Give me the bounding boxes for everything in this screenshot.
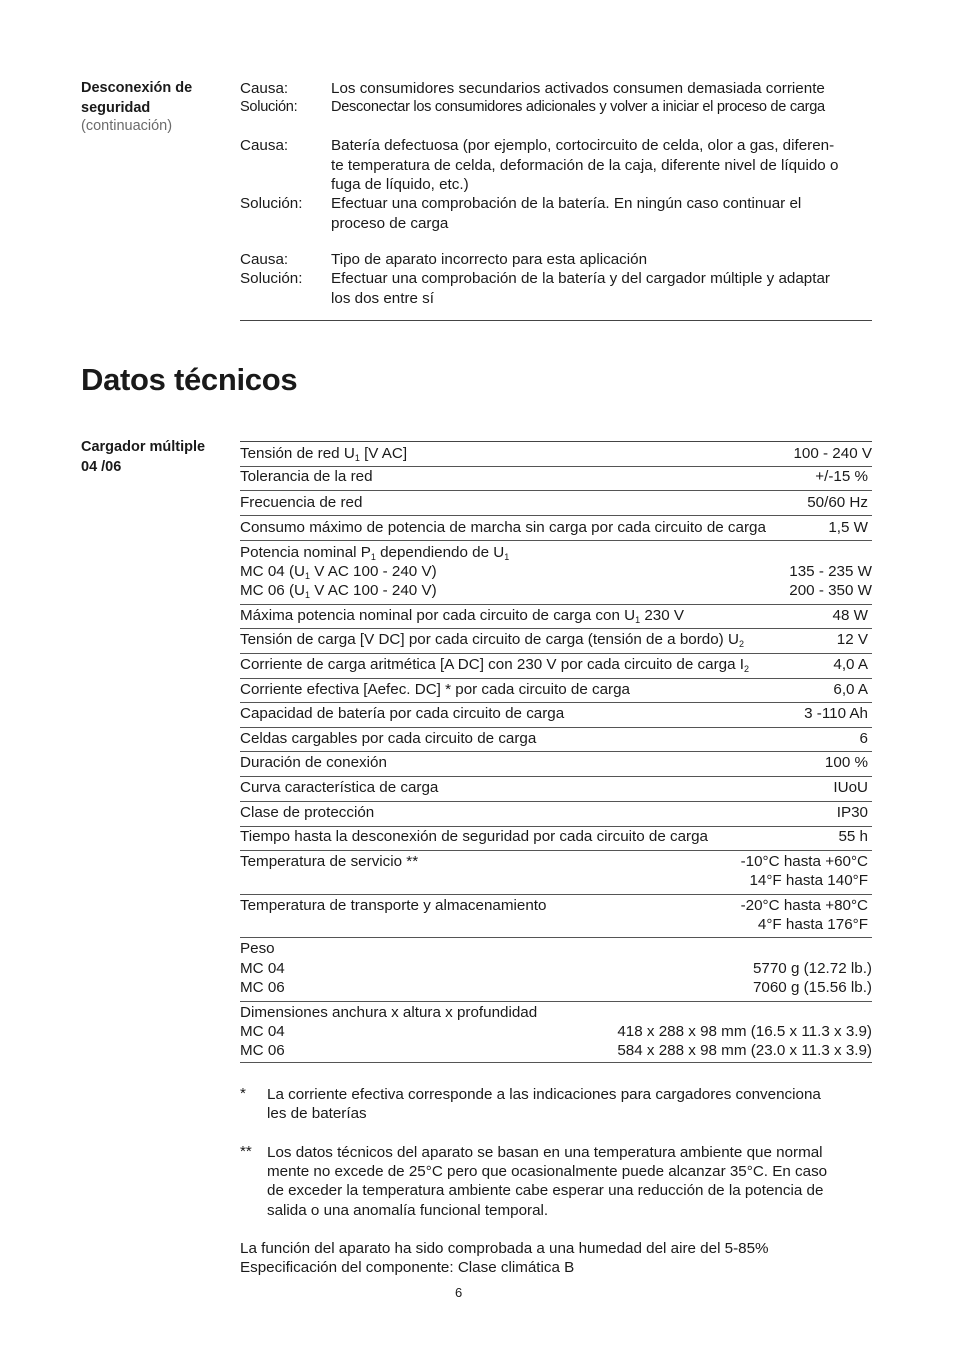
cause-label: Causa: bbox=[240, 137, 289, 154]
row-sublabel-mc06: MC 06 bbox=[240, 979, 285, 996]
row-label: Dimensiones anchura x altura x profundidad bbox=[240, 1004, 538, 1021]
row-value-mc04: 135 - 235 W bbox=[789, 563, 872, 580]
table-row bbox=[240, 605, 872, 629]
row-value: 12 V bbox=[836, 631, 868, 648]
row-value: 6 bbox=[859, 730, 868, 747]
row-value: 100 - 240 V bbox=[793, 445, 872, 462]
row-label: Consumo máximo de potencia de marcha sin carga por cada circuito de carga bbox=[240, 519, 766, 536]
table-row bbox=[240, 491, 872, 516]
row-label: Frecuencia de red bbox=[240, 494, 363, 511]
table-row bbox=[240, 703, 872, 728]
row-sublabel-mc06: MC 06 bbox=[240, 1042, 285, 1059]
text-line: mente no excede de 25°C pero que ocasionalmente puede alcanzar 35°C. En caso bbox=[267, 1163, 828, 1181]
row-label: Celdas cargables por cada circuito de carga bbox=[240, 730, 537, 747]
text-line: proceso de carga bbox=[331, 214, 449, 232]
text-line: de exceder la temperatura ambiente cabe esperar una reducción de la potencia de bbox=[267, 1182, 824, 1200]
table-row bbox=[240, 654, 872, 679]
row-label: Máxima potencia nominal por cada circuito de carga con $U_1$ 230 V bbox=[240, 607, 685, 625]
solution-label: Solución: bbox=[240, 195, 303, 212]
table-row bbox=[240, 895, 872, 938]
text-line: fuga de líquido, etc.) bbox=[331, 176, 469, 193]
section-subtitle: (continuación) bbox=[81, 118, 173, 134]
section-title-line: Desconexión de bbox=[81, 80, 193, 96]
row-label: Tiempo hasta la desconexión de seguridad por cada circuito de carga bbox=[240, 828, 709, 845]
table-row bbox=[240, 752, 872, 777]
row-value: 100 % bbox=[824, 754, 868, 771]
text-line: Efectuar una comprobación de la batería. En ningún caso continuar el bbox=[331, 195, 802, 212]
row-value: IP30 bbox=[836, 804, 868, 821]
solution-text: Desconectar los consumidores adicionales y volver a iniciar el proceso de carga bbox=[331, 99, 825, 115]
text-line: los dos entre sí bbox=[331, 289, 434, 307]
table-row bbox=[240, 728, 872, 752]
table-row bbox=[240, 827, 872, 851]
table-row bbox=[240, 938, 872, 1002]
row-value: 6,0 A bbox=[833, 681, 868, 698]
section-title bbox=[81, 79, 192, 118]
row-value: -10°C hasta +60°C bbox=[740, 853, 868, 870]
row-label: Capacidad de batería por cada circuito de carga bbox=[240, 705, 565, 722]
tech-side-title bbox=[81, 438, 205, 477]
row-label: Corriente efectiva [Aefec. DC] * por cada circuito de carga bbox=[240, 681, 630, 698]
row-value: 3 -110 Ah bbox=[804, 705, 868, 722]
row-value-mc06: 7060 g (15.56 lb.) bbox=[752, 979, 872, 996]
table-row bbox=[240, 629, 872, 654]
page-number: 6 bbox=[455, 1285, 463, 1300]
table-row bbox=[240, 851, 872, 895]
row-value: +/-15 % bbox=[815, 468, 868, 485]
row-label: Temperatura de servicio ** bbox=[240, 853, 419, 870]
text-line: La corriente efectiva corresponde a las indicaciones para cargadores convenciona bbox=[267, 1086, 821, 1103]
solution-text bbox=[331, 269, 876, 308]
text-line: La función del aparato ha sido comprobada a una humedad del aire del 5-85% bbox=[240, 1240, 769, 1257]
row-value-mc06: 200 - 350 W bbox=[789, 582, 872, 599]
footnote-marker: ** bbox=[240, 1143, 252, 1160]
text-line: salida o una anomalía funcional temporal. bbox=[267, 1201, 549, 1219]
row-label: Curva característica de carga bbox=[240, 779, 439, 796]
row-value: 4°F hasta 176°F bbox=[757, 916, 868, 933]
note-text bbox=[240, 1239, 769, 1277]
row-value: 4,0 A bbox=[833, 656, 868, 673]
row-label: Potencia nominal $P_1$ dependiendo de $U_1$ bbox=[240, 544, 510, 562]
table-top-border bbox=[240, 441, 872, 442]
row-value: 50/60 Hz bbox=[807, 494, 868, 511]
section-title-line: Cargador múltiple bbox=[81, 439, 206, 455]
row-sublabel-mc04: MC 04 bbox=[240, 960, 285, 977]
row-sublabel-mc06: MC 06 ($U_1$ V AC 100 - 240 V) bbox=[240, 582, 437, 600]
row-label: Tensión de red $U_1$ [V AC] bbox=[240, 445, 408, 463]
text-line: te temperatura de celda, deformación de la caja, diferente nivel de líquido o bbox=[331, 156, 839, 174]
cause-text bbox=[331, 136, 876, 195]
solution-text bbox=[331, 194, 876, 233]
row-value: 55 h bbox=[838, 828, 868, 845]
table-row bbox=[240, 467, 872, 491]
page-heading: Datos técnicos bbox=[81, 362, 298, 397]
table-row bbox=[240, 1002, 872, 1063]
row-label: Duración de conexión bbox=[240, 754, 387, 771]
row-value: 1,5 W bbox=[828, 519, 868, 536]
table-row bbox=[240, 541, 872, 605]
table-row bbox=[240, 777, 872, 802]
footnote-marker: * bbox=[240, 1085, 246, 1102]
cause-text: Los consumidores secundarios activados consumen demasiada corriente bbox=[331, 80, 825, 97]
footnote-text bbox=[267, 1143, 872, 1220]
text-line: les de baterías bbox=[267, 1105, 367, 1123]
footnote-text bbox=[267, 1085, 872, 1123]
solution-label: Solución: bbox=[240, 99, 298, 115]
table-row bbox=[240, 516, 872, 541]
section-title-line: seguridad bbox=[81, 99, 151, 116]
cause-text: Tipo de aparato incorrecto para esta aplicación bbox=[331, 251, 648, 268]
row-value: 14°F hasta 140°F bbox=[749, 872, 868, 889]
row-label: Tolerancia de la red bbox=[240, 468, 373, 485]
table-row bbox=[240, 802, 872, 827]
row-value: 48 W bbox=[832, 607, 868, 624]
row-sublabel-mc04: MC 04 ($U_1$ V AC 100 - 240 V) bbox=[240, 563, 437, 581]
text-line: Efectuar una comprobación de la batería y del cargador múltiple y adaptar bbox=[331, 270, 830, 287]
row-label: Tensión de carga [V DC] por cada circuito de carga (tensión de a bordo) $U_2$ bbox=[240, 631, 744, 649]
row-sublabel-mc04: MC 04 bbox=[240, 1023, 285, 1040]
row-value: -20°C hasta +80°C bbox=[740, 897, 868, 914]
table-row bbox=[240, 679, 872, 703]
row-label: Clase de protección bbox=[240, 804, 375, 821]
row-value-mc04: 418 x 288 x 98 mm (16.5 x 11.3 x 3.9) bbox=[617, 1023, 872, 1040]
cause-label: Causa: bbox=[240, 80, 289, 97]
row-value-mc04: 5770 g (12.72 lb.) bbox=[752, 960, 872, 977]
section-title-line: 04 /06 bbox=[81, 458, 122, 475]
text-line: Batería defectuosa (por ejemplo, cortocircuito de celda, olor a gas, diferen- bbox=[331, 137, 835, 154]
text-line: Los datos técnicos del aparato se basan en una temperatura ambiente que normal bbox=[267, 1144, 823, 1161]
row-label: Temperatura de transporte y almacenamiento bbox=[240, 897, 547, 914]
divider bbox=[240, 320, 872, 321]
row-label: Corriente de carga aritmética [A DC] con 230 V por cada circuito de carga $I_2$ bbox=[240, 656, 749, 674]
row-value: IUoU bbox=[833, 779, 868, 796]
row-value-mc06: 584 x 288 x 98 mm (23.0 x 11.3 x 3.9) bbox=[617, 1042, 872, 1059]
cause-label: Causa: bbox=[240, 251, 289, 268]
solution-label: Solución: bbox=[240, 270, 303, 287]
table-row bbox=[240, 444, 872, 467]
text-line: Especificación del componente: Clase climática B bbox=[240, 1259, 575, 1277]
row-label: Peso bbox=[240, 940, 275, 957]
